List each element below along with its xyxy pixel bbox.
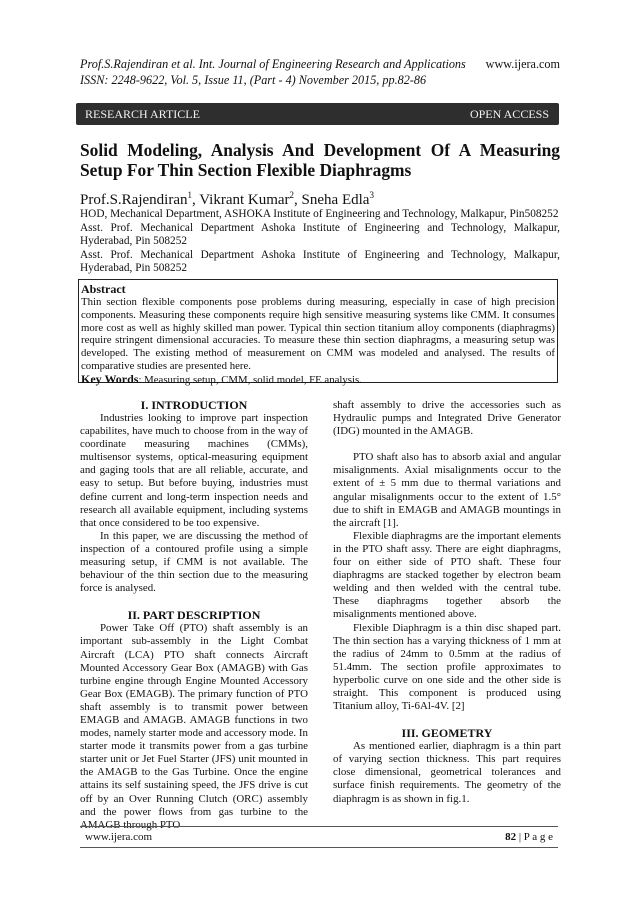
paragraph: PTO shaft also has to absorb axial and angular misalignments. Axial misalignments occur to the extent of ± 5 mm due to thermal variations and angular misalignments occur to the extent of 1.5° due to shift in EMAGB and AMAGB mountings in the aircraft [1]. (333, 451, 561, 529)
author-affiliation-mark: 1 (187, 190, 192, 200)
research-article-label: RESEARCH ARTICLE (85, 107, 200, 121)
header-url-link[interactable]: www.ijera.com (485, 57, 560, 71)
author-name: Prof.S.Rajendiran (80, 192, 188, 208)
affiliation-line: HOD, Mechanical Department, ASHOKA Institute of Engineering and Technology, Malkapur, Pin508252 (80, 208, 559, 220)
keywords-label: Key Words (81, 371, 139, 386)
paragraph: Power Take Off (PTO) shaft assembly is an important sub-assembly in the Light Combat Aircraft (LCA) PTO shaft connects Aircraft Mounted Accessory Gear Box (AMAGB) with Gas turbine engine through Engine Mounted Accessory Gear Box (EMAGB). The primary function of PTO shaft assembly is to transmit power between EMAGB and AMAGB. AMAGB functions in two modes, namely starter mode and accessory mode. In starter mode it transmits power from a gas turbine starter unit or Jet Fuel Starter (JFS) unit mounted in the AMAGB to the Gas Turbine. Once the engine attains its self sustaining speed, the JFS drive is cut off by an Over Running Clutch (ORC) assembly and the power flows from gas turbine to the AMAGB through PTO (80, 622, 308, 831)
paragraph: In this paper, we are discussing the method of inspection of a contoured profile using a simple measuring setup, if CMM is not available. The behaviour of the thin section due to the measuring force is analysed. (80, 529, 308, 595)
author-list: Prof.S.Rajendiran$^1$, Vikrant Kumar$^2$, Sneha Edla$^3$ (80, 190, 374, 208)
affiliations (80, 208, 560, 276)
abstract-text: Thin section flexible components pose problems during measuring, especially in case of high precision components. Measuring these components require high sensitive measuring systems like CMM. It consumes more cost as well as highly skilled man power. Typical thin section titanium alloy components (diaphragms) require stringent dimensional accuracies. To measure these thin section diaphragms, a measuring setup was developed. The existing method of measurement on CMM was modeled and analysed. The results of comparative studies are presented here. (81, 296, 555, 372)
citation-line-2: ISSN: 2248-9622, Vol. 5, Issue 11, (Part - 4) November 2015, pp.82-86 (80, 73, 427, 87)
left-column (80, 398, 308, 832)
affiliation-line: Asst. Prof. Mechanical Department Ashoka Institute of Engineering and Technology, Malkapur, Hyderabad, Pin 508252 (80, 221, 560, 247)
affiliation-line: Asst. Prof. Mechanical Department Ashoka Institute of Engineering and Technology, Malkapur, Hyderabad, Pin 508252 (80, 248, 560, 274)
section-heading-introduction: I. INTRODUCTION (140, 398, 248, 412)
section-heading-geometry: III. GEOMETRY (401, 726, 493, 741)
abstract-heading: Abstract (81, 282, 126, 296)
paragraph: Flexible diaphragms are the important elements in the PTO shaft assy. There are eight diaphragms, four on either side of PTO shaft. These four diaphragms are stacked together by electron beam welding and then welded with the central tube. These diaphragms together absorb the misalignments mentioned above. (333, 529, 561, 621)
paragraph: shaft assembly to drive the accessories such as Hydraulic pumps and Integrated Drive Generator (IDG) mounted in the AMAGB. (333, 399, 561, 438)
keywords-list: : Measuring setup, CMM, solid model, FE analysis. (138, 373, 362, 386)
author-name: Sneha Edla (301, 192, 370, 208)
running-header (80, 56, 560, 88)
page-number (505, 827, 553, 847)
citation-line-1: Prof.S.Rajendiran et al. Int. Journal of Engineering Research and Applications (80, 57, 466, 71)
section-heading-part-description: II. PART DESCRIPTION (127, 608, 261, 623)
right-column (333, 399, 561, 806)
author-name: Vikrant Kumar (199, 192, 290, 208)
author-affiliation-mark: 3 (369, 190, 374, 200)
footer-url-link[interactable]: www.ijera.com (85, 831, 153, 843)
paragraph: As mentioned earlier, diaphragm is a thin part of varying section thickness. This part requires close dimensional, geometrical tolerances and surface finish requirements. The geometry of the diaphragm is as shown in fig.1. (333, 740, 561, 805)
abstract-box (78, 279, 558, 386)
open-access-label: OPEN ACCESS (469, 107, 549, 121)
article-type-banner (76, 103, 559, 125)
paragraph: Flexible Diaphragm is a thin disc shaped part. The thin section has a varying thickness of 1 mm at the radius of 24mm to 0.5mm at the radius of 51.4mm. The section profile approximates to hyperbolic curve on one side and the other side is straight. This component is produced using Titanium alloy, Ti-6Al-4V. [2] (333, 621, 561, 713)
paragraph: Industries looking to improve part inspection capabilites, have much to choose from in the way of coordinate measuring machines (CMMs), multisensor systems, optical-measuring equipment and gaging tools that are all reliable, accurate, and easy to setup. But before buying, industries must define current and long-term inspection needs and research all available equipment, including systems that once considered to be too expensive. (80, 412, 308, 529)
page-number-value: 82 (505, 831, 517, 843)
page-footer (80, 826, 558, 848)
paper-title: Solid Modeling, Analysis And Development Of A Measuring Setup For Thin Section Flexible Diaphragms (80, 140, 560, 180)
keywords (81, 373, 555, 387)
author-affiliation-mark: 2 (289, 190, 295, 200)
page-label: | P a g e (516, 831, 553, 843)
